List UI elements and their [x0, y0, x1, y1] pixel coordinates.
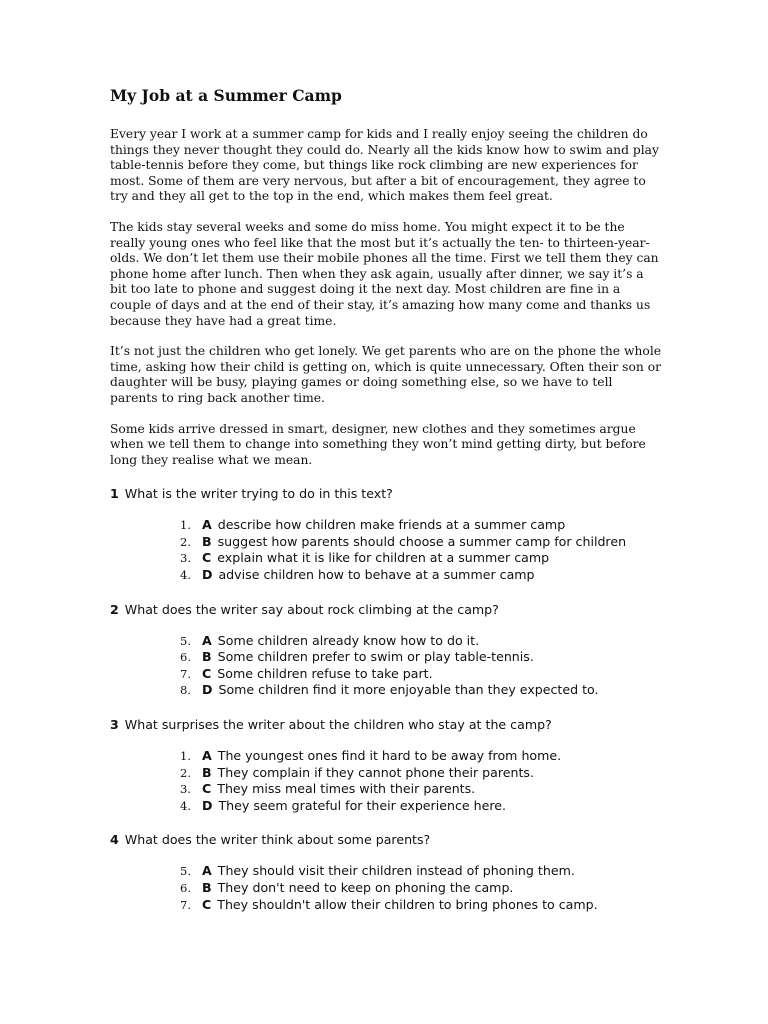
document-title: My Job at a Summer Camp	[110, 86, 342, 105]
option-text: They don't need to keep on phoning the camp.	[217, 880, 514, 895]
option-number: 2.	[180, 765, 191, 780]
option-letter: A	[202, 748, 212, 764]
option-item	[180, 567, 632, 584]
question-number: 1	[110, 486, 119, 502]
option-item	[180, 765, 632, 782]
option-text: The youngest ones find it hard to be away from home.	[217, 748, 562, 764]
question-3	[110, 717, 668, 733]
paragraph: Some kids arrive dressed in smart, designer, new clothes and they sometimes argue when we tell them to change into something they won’t mind getting dirty, but before long they realise what we mean.	[110, 421, 646, 467]
option-letter: A	[202, 517, 212, 533]
option-letter: A	[202, 863, 212, 879]
option-text: advise children how to behave at a summer camp	[218, 567, 535, 583]
option-item	[180, 534, 632, 551]
question-text: What does the writer say about rock climbing at the camp?	[124, 601, 499, 617]
option-number: 1.	[180, 518, 191, 533]
option-letter: C	[202, 896, 212, 912]
option-text: suggest how parents should choose a summer camp for children	[217, 533, 627, 549]
option-letter: D	[202, 567, 213, 583]
option-number: 6.	[180, 881, 191, 895]
option-item	[180, 863, 632, 880]
option-letter: B	[202, 880, 212, 895]
option-text: They seem grateful for their experience here.	[218, 797, 507, 813]
option-item	[180, 880, 632, 897]
option-item	[180, 649, 632, 666]
paragraph: It’s not just the children who get lonely. We get parents who are on the phone the whole time, asking how their child is getting on, which is quite unnecessary. Often their son or daughter will be busy, playing games or doing something else, so we have to tell parents to ring back another time.	[110, 344, 662, 405]
option-text: They miss meal times with their parents.	[217, 781, 476, 797]
option-number: 7.	[180, 666, 191, 681]
option-text: describe how children make friends at a summer camp	[217, 517, 566, 533]
option-number: 5.	[180, 864, 191, 879]
option-letter: D	[202, 682, 213, 698]
option-letter: B	[202, 764, 212, 780]
option-letter: B	[202, 649, 212, 665]
question-2-options	[110, 633, 668, 699]
option-text: They should visit their children instead of phoning them.	[217, 863, 575, 879]
question-3-options	[110, 748, 668, 814]
option-item	[180, 633, 632, 650]
question-text: What is the writer trying to do in this text?	[124, 486, 393, 502]
paragraph: The kids stay several weeks and some do miss home. You might expect it to be the really young ones who feel like that the most but it’s actually the ten- to thirteen-year-olds. We don’t let them use their mobile phones all the time. First we tell them they can phone home after lunch. Then when they ask again, usually after dinner, we say it’s a bit too late to phone and suggest doing it the next day. Most children are fine in a couple of days and at the end of their stay, it’s amazing how many come and thanks us because they have had a great time.	[110, 219, 659, 328]
option-text: Some children refuse to take part.	[217, 665, 433, 681]
option-letter: C	[202, 781, 212, 797]
option-item	[180, 781, 632, 798]
question-number: 4	[110, 832, 119, 848]
question-1-options	[110, 517, 668, 583]
option-letter: D	[202, 797, 213, 813]
question-number: 2	[110, 601, 119, 617]
option-item	[180, 798, 632, 815]
option-number: 2.	[180, 534, 191, 549]
option-text: Some children already know how to do it.	[217, 632, 480, 648]
question-text: What does the writer think about some parents?	[124, 832, 431, 848]
option-letter: B	[202, 533, 212, 549]
question-1	[110, 486, 668, 502]
paragraph: Every year I work at a summer camp for kids and I really enjoy seeing the children do things they never thought they could do. Nearly all the kids know how to swim and play table-tennis before they come, but things like rock climbing are new experiences for most. Some of them are very nervous, but after a bit of encouragement, they agree to try and they all get to the top in the end, which makes them feel great.	[110, 127, 659, 204]
question-4-options	[110, 863, 668, 913]
option-text: Some children find it more enjoyable than they expected to.	[218, 682, 599, 698]
option-number: 4.	[180, 568, 191, 583]
option-number: 3.	[180, 551, 191, 566]
question-2	[110, 602, 668, 618]
option-number: 1.	[180, 749, 191, 764]
option-letter: A	[202, 632, 212, 648]
question-text: What surprises the writer about the children who stay at the camp?	[124, 717, 552, 733]
option-number: 7.	[180, 897, 191, 912]
question-number: 3	[110, 717, 119, 733]
option-number: 5.	[180, 633, 191, 648]
option-item	[180, 682, 632, 699]
option-item	[180, 517, 632, 534]
question-4	[110, 832, 668, 848]
option-number: 4.	[180, 798, 191, 813]
option-letter: C	[202, 665, 212, 681]
option-item	[180, 748, 632, 765]
option-letter: C	[202, 550, 212, 566]
option-number: 6.	[180, 650, 191, 665]
option-text: explain what it is like for children at a summer camp	[217, 550, 550, 566]
option-number: 3.	[180, 782, 191, 797]
option-text: Some children prefer to swim or play table-tennis.	[217, 649, 534, 665]
option-number: 8.	[180, 683, 191, 698]
option-text: They complain if they cannot phone their parents.	[217, 764, 534, 780]
option-text: They shouldn't allow their children to bring phones to camp.	[217, 896, 598, 912]
option-item	[180, 550, 632, 567]
option-item	[180, 897, 632, 914]
option-item	[180, 666, 632, 683]
